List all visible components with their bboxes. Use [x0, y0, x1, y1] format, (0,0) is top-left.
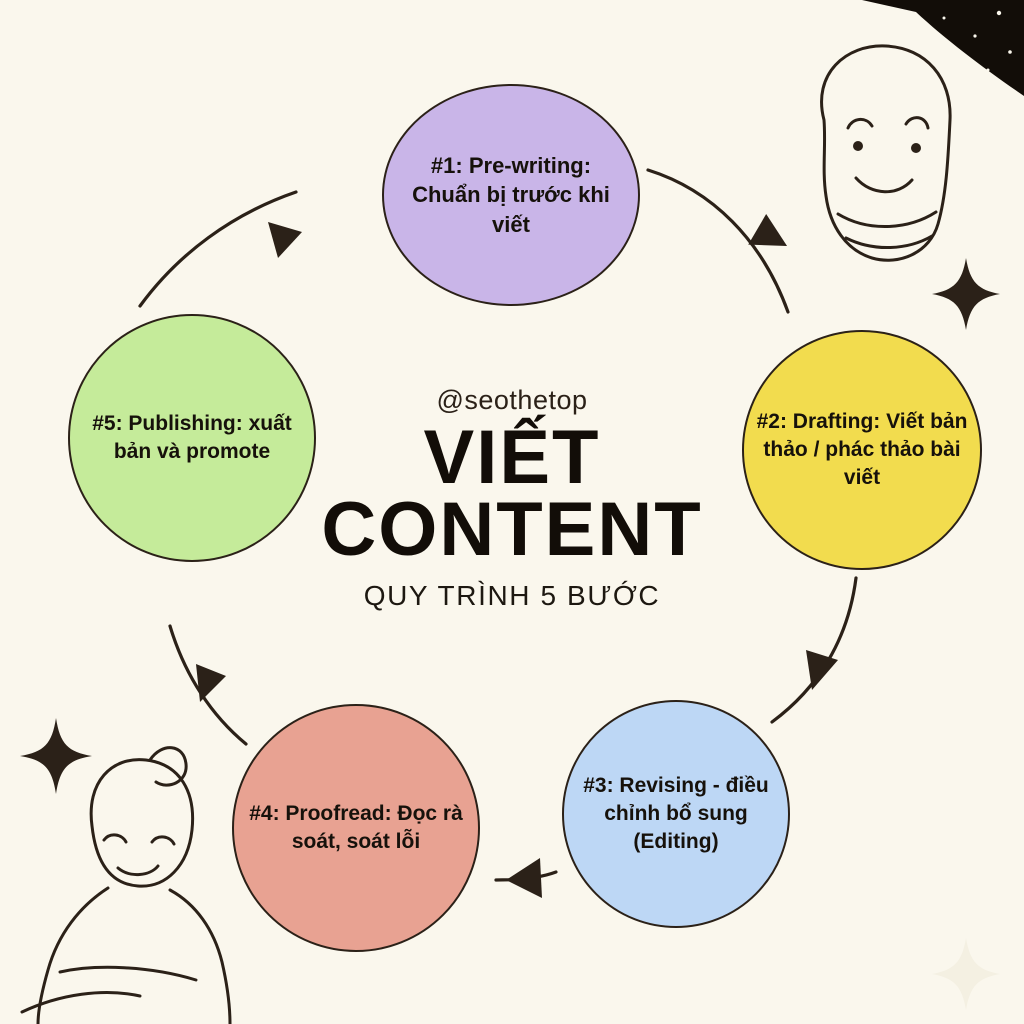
step-label-5: #5: Publishing: xuất bản và promote — [92, 412, 292, 463]
step-label-4: #4: Proofread: Đọc rà soát, soát lỗi — [249, 802, 463, 853]
step-node-1[interactable] — [382, 84, 640, 306]
step-node-2[interactable] — [742, 330, 982, 570]
step-node-4[interactable] — [232, 704, 480, 952]
step-label-1: #1: Pre-writing: Chuẩn bị trước khi viết — [412, 153, 610, 237]
page-title-line1: VIẾT — [423, 415, 601, 500]
page-subtitle: QUY TRÌNH 5 BƯỚC — [363, 580, 661, 612]
center-title-block — [262, 385, 762, 612]
author-handle: @seothetop — [436, 385, 588, 415]
step-node-3[interactable] — [562, 700, 790, 928]
page-title-line2: CONTENT — [321, 487, 703, 573]
page-title — [262, 415, 762, 573]
step-label-3: #3: Revising - điều chỉnh bổ sung (Editing) — [583, 774, 769, 853]
step-label-2: #2: Drafting: Viết bản thảo / phác thảo bài viết — [756, 410, 968, 489]
step-node-5[interactable] — [68, 314, 316, 562]
